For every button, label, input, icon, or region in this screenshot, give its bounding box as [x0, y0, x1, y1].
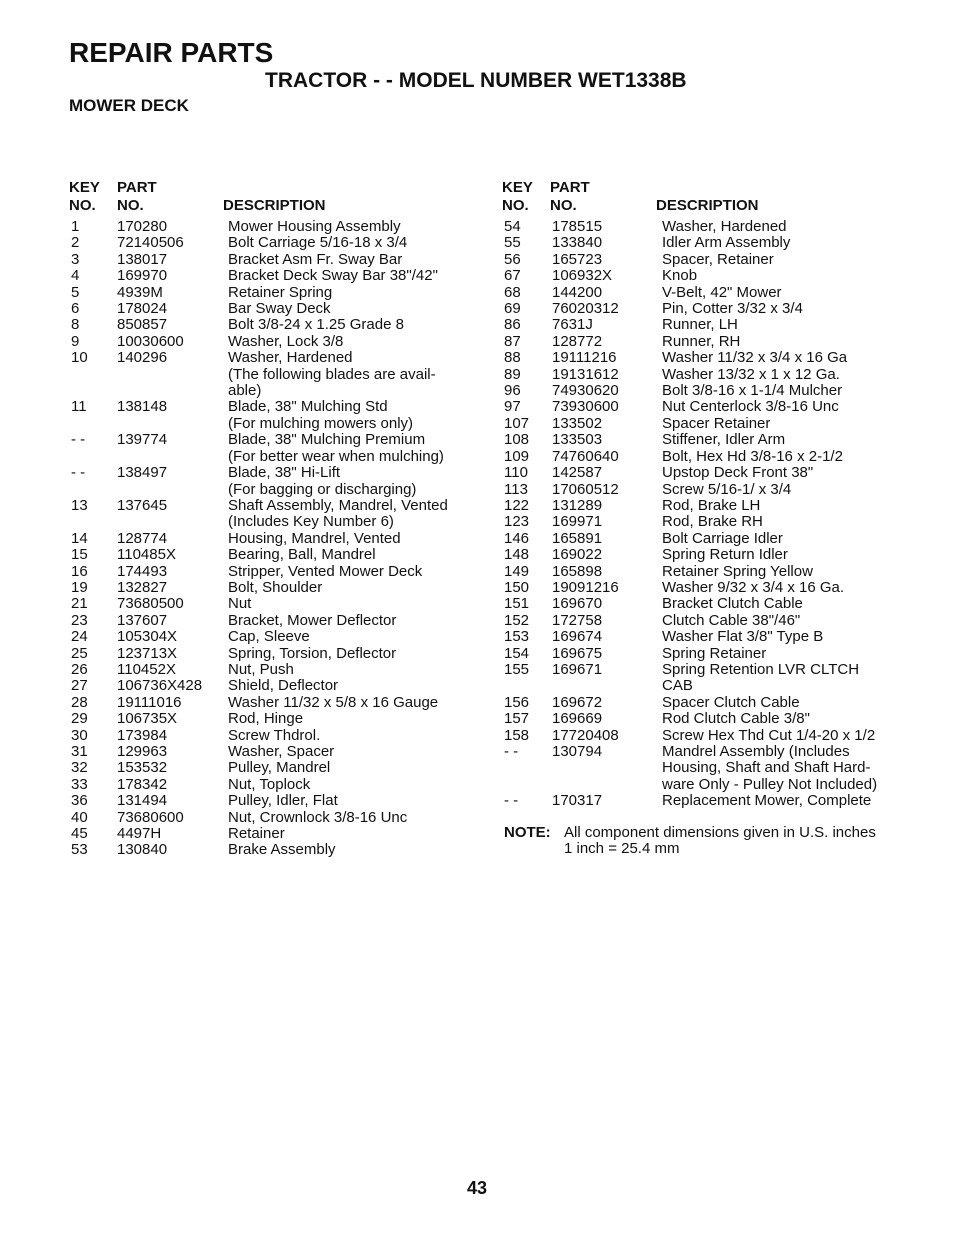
- part-number: 132827: [117, 578, 168, 596]
- key-number: 15: [71, 546, 88, 564]
- part-number: 169970: [117, 267, 168, 285]
- part-number: 72140506: [117, 234, 184, 252]
- table-row: [502, 711, 902, 727]
- key-number: 107: [504, 414, 530, 432]
- key-number: 150: [504, 578, 530, 596]
- part-number: 133502: [552, 414, 603, 432]
- part-description: Blade, 38" Mulching Std (For mulching mowers only): [228, 398, 414, 432]
- part-description: Spring Return Idler: [662, 546, 788, 564]
- part-description: Bracket, Mower Deflector: [228, 611, 397, 629]
- part-description: Bolt Carriage Idler: [662, 529, 783, 547]
- key-number: 21: [71, 595, 88, 613]
- note: [502, 825, 902, 858]
- part-description: Bracket Asm Fr. Sway Bar: [228, 250, 403, 268]
- table-row: [502, 350, 902, 366]
- key-number: - -: [504, 743, 519, 760]
- part-number: 110452X: [117, 660, 176, 678]
- table-row: [502, 367, 902, 383]
- part-description: V-Belt, 42" Mower: [662, 283, 782, 301]
- table-row: [69, 695, 469, 711]
- key-number: 31: [71, 743, 88, 760]
- part-number: 169674: [552, 628, 603, 646]
- part-number: 19111216: [552, 349, 617, 367]
- part-number: 106736X428: [117, 677, 203, 695]
- table-row: [69, 531, 469, 547]
- key-header: KEY: [502, 179, 533, 196]
- part-description: Stripper, Vented Mower Deck: [228, 562, 423, 580]
- table-row: [69, 810, 469, 826]
- key-number: 110: [504, 464, 528, 482]
- part-number: 165723: [552, 250, 603, 268]
- table-row: [69, 564, 469, 580]
- part-number: 170317: [552, 792, 603, 810]
- part-description: Brake Assembly: [228, 841, 336, 859]
- part-description: Rod, Hinge: [228, 710, 304, 728]
- key-number: 1: [71, 218, 80, 235]
- key-header-no: NO.: [69, 197, 96, 214]
- part-description: Runner, LH: [662, 316, 738, 334]
- key-number: 6: [71, 300, 80, 318]
- part-description: Upstop Deck Front 38": [662, 464, 814, 482]
- table-row: [69, 744, 469, 760]
- part-number: 170280: [117, 218, 168, 235]
- key-number: 14: [71, 529, 88, 547]
- table-row: [69, 547, 469, 563]
- part-number: 131289: [552, 496, 603, 514]
- part-number: 7631J: [552, 316, 593, 334]
- table-row: [69, 498, 469, 531]
- key-number: 56: [504, 250, 521, 268]
- part-number: 138497: [117, 464, 168, 482]
- part-description: Washer 11/32 x 3/4 x 16 Ga: [662, 349, 848, 367]
- note-label: NOTE:: [504, 823, 551, 841]
- table-row: [502, 498, 902, 514]
- part-number: 138017: [117, 250, 168, 268]
- part-number: 140296: [117, 349, 168, 367]
- part-number: 17720408: [552, 726, 619, 744]
- part-number: 850857: [117, 316, 168, 334]
- table-row: [69, 580, 469, 596]
- key-number: 89: [504, 365, 521, 383]
- part-number: 74930620: [552, 382, 619, 400]
- part-number: 169671: [552, 660, 603, 678]
- description-header: DESCRIPTION: [656, 197, 759, 214]
- part-number: 178342: [117, 775, 168, 793]
- part-number: 172758: [552, 611, 603, 629]
- key-number: 4: [71, 267, 80, 285]
- part-description: Runner, RH: [662, 332, 741, 350]
- key-number: 19: [71, 578, 88, 596]
- key-number: - -: [71, 464, 86, 482]
- key-number: 155: [504, 660, 530, 678]
- key-number: 40: [71, 808, 88, 826]
- part-number: 169675: [552, 644, 603, 662]
- table-row: [69, 285, 469, 301]
- key-number: 96: [504, 382, 521, 400]
- key-number: 32: [71, 759, 88, 777]
- key-number: 158: [504, 726, 530, 744]
- part-description: Washer, Hardened (The following blades are avail- able): [228, 349, 436, 400]
- table-row: [502, 399, 902, 415]
- key-number: 30: [71, 726, 88, 744]
- key-number: 69: [504, 300, 521, 318]
- part-number: 4497H: [117, 825, 162, 843]
- table-row: [502, 432, 902, 448]
- table-row: [502, 219, 902, 235]
- part-number: 19091216: [552, 578, 619, 596]
- key-number: - -: [504, 792, 519, 810]
- table-row: [69, 219, 469, 235]
- table-header: [69, 180, 469, 219]
- part-description: Bolt 3/8-16 x 1-1/4 Mulcher: [662, 382, 843, 400]
- key-number: 10: [71, 349, 88, 367]
- part-header: PART: [550, 179, 590, 196]
- table-row: [502, 547, 902, 563]
- key-number: 88: [504, 349, 521, 367]
- part-description: Bar Sway Deck: [228, 300, 331, 318]
- part-description: Knob: [662, 267, 698, 285]
- part-number: 144200: [552, 283, 603, 301]
- key-number: 11: [71, 398, 87, 416]
- part-description: Washer 9/32 x 3/4 x 16 Ga.: [662, 578, 845, 596]
- table-row: [69, 317, 469, 333]
- key-number: 2: [71, 234, 80, 252]
- key-header-no: NO.: [502, 197, 529, 214]
- key-number: - -: [71, 431, 86, 449]
- part-number: 105304X: [117, 628, 178, 646]
- part-description: Nut, Push: [228, 660, 294, 678]
- table-row: [502, 383, 902, 399]
- part-description: Retainer Spring: [228, 283, 333, 301]
- part-description: Nut: [228, 595, 252, 613]
- part-description: Idler Arm Assembly: [662, 234, 791, 252]
- key-number: 156: [504, 693, 530, 711]
- part-description: Rod, Brake LH: [662, 496, 761, 514]
- part-number: 178024: [117, 300, 168, 318]
- table-row: [502, 285, 902, 301]
- table-row: [69, 793, 469, 809]
- key-number: 24: [71, 628, 88, 646]
- part-number: 165891: [552, 529, 603, 547]
- part-number: 165898: [552, 562, 603, 580]
- key-number: 149: [504, 562, 530, 580]
- key-number: 68: [504, 283, 521, 301]
- table-row: [502, 564, 902, 580]
- part-number: 106735X: [117, 710, 178, 728]
- table-row: [69, 596, 469, 612]
- part-description: Replacement Mower, Complete: [662, 792, 872, 810]
- parts-table-left: [69, 180, 469, 859]
- key-number: 45: [71, 825, 88, 843]
- key-number: 97: [504, 398, 521, 416]
- part-description: Clutch Cable 38"/46": [662, 611, 801, 629]
- table-row: [502, 662, 902, 695]
- key-number: 152: [504, 611, 530, 629]
- part-description: Nut, Crownlock 3/8-16 Unc: [228, 808, 408, 826]
- key-number: 9: [71, 332, 80, 350]
- part-header: PART: [117, 179, 157, 196]
- part-description: Spacer Clutch Cable: [662, 693, 800, 711]
- part-number: 169971: [552, 513, 603, 531]
- part-description: Blade, 38" Mulching Premium (For better wear when mulching): [228, 431, 444, 465]
- table-row: [502, 629, 902, 645]
- part-description: Washer, Spacer: [228, 743, 335, 760]
- table-row: [69, 711, 469, 727]
- part-number: 74760640: [552, 447, 619, 465]
- part-number: 131494: [117, 792, 168, 810]
- table-row: [69, 268, 469, 284]
- part-number: 4939M: [117, 283, 163, 301]
- table-row: [69, 760, 469, 776]
- key-number: 16: [71, 562, 88, 580]
- table-row: [502, 793, 902, 809]
- key-number: 113: [504, 480, 528, 498]
- table-row: [502, 596, 902, 612]
- part-number: 137645: [117, 496, 168, 514]
- part-header-no: NO.: [550, 197, 577, 214]
- key-number: 26: [71, 660, 88, 678]
- part-number: 17060512: [552, 480, 619, 498]
- key-header: KEY: [69, 179, 100, 196]
- part-description: Pulley, Mandrel: [228, 759, 331, 777]
- table-row: [69, 777, 469, 793]
- table-row: [69, 629, 469, 645]
- part-description: Spacer Retainer: [662, 414, 771, 432]
- part-description: Screw 5/16-1/ x 3/4: [662, 480, 792, 498]
- part-description: Washer, Hardened: [662, 218, 787, 235]
- key-number: 87: [504, 332, 521, 350]
- table-row: [502, 252, 902, 268]
- key-number: 154: [504, 644, 530, 662]
- part-number: 153532: [117, 759, 168, 777]
- key-number: 151: [504, 595, 530, 613]
- table-row: [69, 432, 469, 465]
- key-number: 23: [71, 611, 88, 629]
- table-row: [69, 399, 469, 432]
- parts-table-right: [502, 180, 902, 857]
- part-number: 169669: [552, 710, 603, 728]
- table-row: [502, 531, 902, 547]
- key-number: 5: [71, 283, 80, 301]
- part-description: Shaft Assembly, Mandrel, Vented (Includes Key Number 6): [228, 496, 448, 531]
- table-row: [502, 613, 902, 629]
- part-number: 73680600: [117, 808, 184, 826]
- part-description: Rod, Brake RH: [662, 513, 763, 531]
- part-description: Washer, Lock 3/8: [228, 332, 344, 350]
- part-number: 19131612: [552, 365, 619, 383]
- part-description: Spring Retainer: [662, 644, 767, 662]
- key-number: 33: [71, 775, 88, 793]
- key-number: 123: [504, 513, 530, 531]
- table-row: [502, 301, 902, 317]
- part-description: Blade, 38" Hi-Lift (For bagging or discharging): [228, 464, 417, 498]
- part-description: Bolt, Hex Hd 3/8-16 x 2-1/2: [662, 447, 843, 465]
- part-number: 130794: [552, 743, 603, 760]
- part-number: 137607: [117, 611, 168, 629]
- table-row: [69, 662, 469, 678]
- part-description: Mandrel Assembly (Includes Housing, Shaft and Shaft Hard- ware Only - Pulley Not Included): [662, 743, 878, 793]
- key-number: 109: [504, 447, 530, 465]
- part-description: Cap, Sleeve: [228, 628, 310, 646]
- key-number: 86: [504, 316, 521, 334]
- part-number: 173984: [117, 726, 168, 744]
- table-row: [69, 842, 469, 858]
- part-number: 128772: [552, 332, 603, 350]
- table-row: [502, 416, 902, 432]
- key-number: 148: [504, 546, 530, 564]
- table-row: [69, 235, 469, 251]
- key-number: 54: [504, 218, 521, 235]
- part-description: Stiffener, Idler Arm: [662, 431, 786, 449]
- part-description: Washer 13/32 x 1 x 12 Ga.: [662, 365, 840, 383]
- table-row: [502, 465, 902, 481]
- part-description: Nut, Toplock: [228, 775, 311, 793]
- table-row: [502, 449, 902, 465]
- page-number: 43: [466, 1178, 488, 1198]
- key-number: 28: [71, 693, 88, 711]
- key-number: 122: [504, 496, 530, 514]
- key-number: 146: [504, 529, 530, 547]
- key-number: 8: [71, 316, 80, 334]
- key-number: 153: [504, 628, 530, 646]
- part-description: Bearing, Ball, Mandrel: [228, 546, 376, 564]
- table-header: [502, 180, 902, 219]
- part-description: Spring Retention LVR CLTCH CAB: [662, 660, 860, 695]
- table-row: [69, 728, 469, 744]
- table-row: [69, 646, 469, 662]
- part-header-no: NO.: [117, 197, 144, 214]
- part-description: Shield, Deflector: [228, 677, 339, 695]
- key-number: 53: [71, 841, 88, 859]
- part-number: 169670: [552, 595, 603, 613]
- page-title: REPAIR PARTS: [69, 37, 274, 68]
- part-number: 76020312: [552, 300, 619, 318]
- key-number: 27: [71, 677, 88, 695]
- table-row: [69, 613, 469, 629]
- part-description: Bolt, Shoulder: [228, 578, 323, 596]
- table-row: [69, 301, 469, 317]
- table-row: [502, 728, 902, 744]
- part-description: Housing, Mandrel, Vented: [228, 529, 401, 547]
- part-description: Spacer, Retainer: [662, 250, 774, 268]
- table-row: [69, 465, 469, 498]
- note-text: All component dimensions given in U.S. inches 1 inch = 25.4 mm: [564, 823, 876, 858]
- table-row: [502, 482, 902, 498]
- table-row: [502, 580, 902, 596]
- key-number: 25: [71, 644, 88, 662]
- table-row: [502, 744, 902, 793]
- part-number: 106932X: [552, 267, 613, 285]
- part-number: 133840: [552, 234, 603, 252]
- part-number: 142587: [552, 464, 603, 482]
- section-heading: MOWER DECK: [69, 96, 189, 115]
- model-subtitle: TRACTOR - - MODEL NUMBER WET1338B: [265, 69, 687, 92]
- key-number: 29: [71, 710, 88, 728]
- part-description: Bolt Carriage 5/16-18 x 3/4: [228, 234, 408, 252]
- key-number: 157: [504, 710, 530, 728]
- part-description: Spring, Torsion, Deflector: [228, 644, 397, 662]
- key-number: 36: [71, 792, 88, 810]
- part-number: 169672: [552, 693, 603, 711]
- part-number: 19111016: [117, 693, 182, 711]
- part-description: Rod Clutch Cable 3/8": [662, 710, 810, 728]
- part-number: 73930600: [552, 398, 619, 416]
- part-description: Washer 11/32 x 5/8 x 16 Gauge: [228, 693, 439, 711]
- part-number: 139774: [117, 431, 168, 449]
- table-row: [502, 334, 902, 350]
- table-row: [502, 514, 902, 530]
- part-description: Retainer: [228, 825, 285, 843]
- key-number: 55: [504, 234, 521, 252]
- part-description: Bolt 3/8-24 x 1.25 Grade 8: [228, 316, 404, 334]
- table-row: [502, 695, 902, 711]
- part-number: 169022: [552, 546, 603, 564]
- table-row: [502, 646, 902, 662]
- key-number: 3: [71, 250, 80, 268]
- table-row: [69, 350, 469, 399]
- part-number: 128774: [117, 529, 168, 547]
- table-row: [69, 334, 469, 350]
- description-header: DESCRIPTION: [223, 197, 326, 214]
- table-row: [502, 317, 902, 333]
- part-description: Bracket Clutch Cable: [662, 595, 803, 613]
- table-row: [69, 252, 469, 268]
- part-number: 178515: [552, 218, 603, 235]
- part-number: 123713X: [117, 644, 178, 662]
- key-number: 67: [504, 267, 521, 285]
- part-number: 133503: [552, 431, 603, 449]
- part-description: Washer Flat 3/8" Type B: [662, 628, 824, 646]
- part-number: 73680500: [117, 595, 184, 613]
- part-number: 174493: [117, 562, 168, 580]
- part-number: 129963: [117, 743, 168, 760]
- part-description: Screw Thdrol.: [228, 726, 321, 744]
- part-number: 130840: [117, 841, 168, 859]
- part-number: 138148: [117, 398, 168, 416]
- table-row: [69, 678, 469, 694]
- table-row: [502, 268, 902, 284]
- part-number: 10030600: [117, 332, 184, 350]
- key-number: 108: [504, 431, 530, 449]
- part-description: Bracket Deck Sway Bar 38"/42": [228, 267, 438, 285]
- part-description: Retainer Spring Yellow: [662, 562, 813, 580]
- part-description: Mower Housing Assembly: [228, 218, 401, 235]
- table-row: [69, 826, 469, 842]
- part-description: Pulley, Idler, Flat: [228, 792, 338, 810]
- table-body: [502, 219, 902, 810]
- table-body: [69, 219, 469, 859]
- part-description: Pin, Cotter 3/32 x 3/4: [662, 300, 803, 318]
- part-number: 110485X: [117, 546, 176, 564]
- key-number: 13: [71, 496, 88, 514]
- part-description: Screw Hex Thd Cut 1/4-20 x 1/2: [662, 726, 876, 744]
- part-description: Nut Centerlock 3/8-16 Unc: [662, 398, 839, 416]
- table-row: [502, 235, 902, 251]
